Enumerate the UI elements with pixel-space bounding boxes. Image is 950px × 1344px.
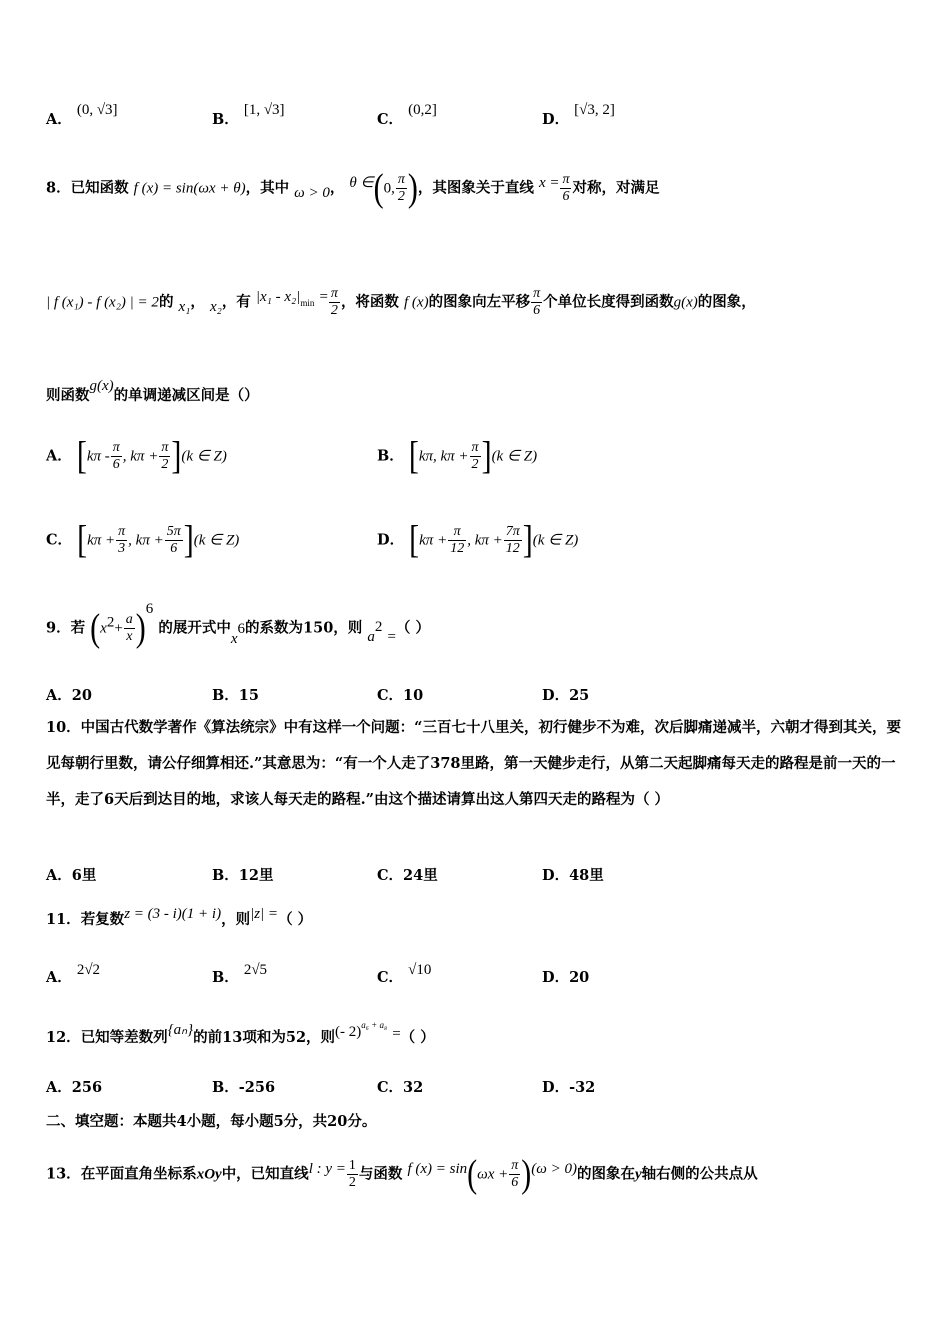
option-math: (k ∈ Z) bbox=[181, 448, 227, 465]
q11-text: 若复数 bbox=[80, 911, 125, 928]
q8-text: 已知函数 bbox=[70, 179, 129, 197]
q8-axis-frac bbox=[560, 172, 571, 205]
frac-num: π bbox=[533, 286, 541, 301]
option-math: kπ - bbox=[86, 448, 110, 465]
option-label: D． bbox=[377, 531, 405, 549]
option-text: 12里 bbox=[238, 867, 274, 884]
q10-option-c bbox=[377, 864, 438, 885]
q8-theta: θ ∈ bbox=[349, 174, 374, 191]
q12-option-d bbox=[542, 1076, 595, 1097]
q9-text: 的展开式中 bbox=[158, 619, 231, 637]
question-number: 8． bbox=[46, 179, 71, 197]
q13-text: 轴右侧的公共点从 bbox=[641, 1165, 758, 1183]
option-text: 15 bbox=[238, 687, 259, 704]
q12-exp: a₆ + a₈ bbox=[361, 1020, 388, 1031]
paren-left: ( bbox=[467, 1152, 478, 1196]
q8-axis: x = bbox=[538, 174, 560, 191]
question-number: 11． bbox=[46, 911, 81, 928]
q8-text: 则函数 bbox=[46, 387, 90, 404]
q8-theta-frac bbox=[396, 172, 407, 205]
q13-text: 中，已知直线 bbox=[221, 1165, 309, 1183]
q12-option-b bbox=[212, 1076, 275, 1097]
q7-option-a bbox=[46, 102, 118, 129]
option-math: [√3, 2] bbox=[574, 102, 615, 118]
q8-line-2 bbox=[46, 286, 756, 319]
frac-num: π bbox=[448, 524, 466, 541]
option-frac bbox=[165, 524, 183, 557]
q8-line-3 bbox=[46, 378, 259, 405]
frac-den: 3 bbox=[118, 541, 126, 556]
q12-sequence: {aₙ} bbox=[167, 1022, 194, 1038]
frac-num: π bbox=[118, 524, 126, 539]
option-math: (k ∈ Z) bbox=[193, 532, 240, 549]
q7-option-c bbox=[377, 102, 437, 129]
option-math: (k ∈ Z) bbox=[532, 532, 579, 549]
option-text: 20 bbox=[569, 969, 590, 986]
q9-text: 的系数为150，则 bbox=[245, 619, 363, 637]
frac-den: 2 bbox=[397, 189, 405, 204]
frac-num: π bbox=[562, 172, 570, 187]
q12-option-a bbox=[46, 1076, 102, 1097]
q10-stem: 10．中国古代数学著作《算法统宗》中有这样一个问题：“三百七十八里关，初行健步不为难，次后脚痛递减半，六朝才得到其关，要见每朝行里数，请公仔细算相还.”其意思为：“有一个人走了378里路，第一天健步走行，从第二天起脚痛每天走的路程是前一天的一半，走了6天后到达目的地，求该人每天走的路程.”由这个描述请算出这人第四天走的路程为（ ） bbox=[46, 719, 902, 808]
option-math: 2√5 bbox=[243, 962, 268, 978]
option-frac bbox=[504, 524, 522, 557]
frac-den: 6 bbox=[170, 541, 178, 556]
q10-option-d bbox=[542, 864, 604, 885]
option-label: B． bbox=[377, 447, 404, 465]
q8-function: f (x) = sin(ωx + θ) bbox=[133, 180, 246, 197]
q9-option-d bbox=[542, 684, 589, 705]
bracket-left: [ bbox=[408, 434, 419, 478]
q8-shift-frac bbox=[531, 286, 542, 319]
option-label: A． bbox=[46, 447, 72, 465]
option-label: D． bbox=[542, 111, 570, 128]
q8-x2: x₂ bbox=[209, 298, 222, 315]
q8-gx: g(x) bbox=[89, 378, 114, 394]
frac-den: 6 bbox=[533, 303, 541, 318]
frac-num: π bbox=[161, 440, 169, 455]
q13-text: 与函数 bbox=[358, 1165, 403, 1183]
option-label: C． bbox=[377, 1079, 404, 1096]
option-label: A． bbox=[46, 969, 72, 986]
option-text: 256 bbox=[71, 1079, 103, 1096]
q8-min-abs: |x₁ - x₂| bbox=[255, 288, 301, 305]
q8-option-c bbox=[46, 518, 240, 562]
q9-exp: 6 bbox=[145, 600, 154, 617]
bracket-right: ] bbox=[522, 518, 533, 562]
option-frac bbox=[470, 440, 481, 473]
option-label: C． bbox=[377, 111, 404, 128]
q12-option-c bbox=[377, 1076, 423, 1097]
option-text: -256 bbox=[238, 1079, 276, 1096]
q13-cond: (ω > 0) bbox=[531, 1160, 577, 1177]
q12-stem bbox=[46, 1020, 435, 1047]
frac-den: 12 bbox=[450, 541, 465, 556]
option-label: D． bbox=[542, 1079, 570, 1096]
q8-text: 的单调递减区间是（） bbox=[113, 387, 259, 404]
q8-option-b bbox=[377, 434, 538, 478]
q11-option-a bbox=[46, 962, 101, 987]
q11-text: ，则 bbox=[221, 911, 251, 928]
question-number: 9． bbox=[46, 619, 71, 637]
q13-stem bbox=[46, 1152, 758, 1196]
bracket-left: [ bbox=[409, 518, 420, 562]
q9-x: x bbox=[100, 620, 107, 637]
q11-modulus: |z| = bbox=[250, 906, 279, 922]
q9-a-exp: 2 bbox=[374, 618, 383, 635]
q8-text: ，有 bbox=[221, 293, 251, 311]
paren-left: ( bbox=[373, 166, 384, 210]
q13-function: f (x) = sin bbox=[407, 1160, 468, 1177]
q8-text: 对称，对满足 bbox=[572, 179, 660, 197]
q9-option-a bbox=[46, 684, 92, 705]
q10-option-b bbox=[212, 864, 273, 885]
q13-arg-frac bbox=[509, 1158, 520, 1191]
option-math: kπ + bbox=[87, 532, 116, 549]
q8-text: 的图象， bbox=[697, 293, 756, 311]
option-text: 10 bbox=[403, 687, 424, 704]
q13-line: l : y = bbox=[308, 1160, 346, 1177]
section-title: 二、填空题：本题共4小题，每小题5分，共20分。 bbox=[46, 1113, 377, 1130]
bracket-right: ] bbox=[481, 434, 492, 478]
q8-option-d bbox=[377, 518, 579, 562]
q8-theta-zero: 0, bbox=[383, 180, 395, 197]
bracket-left: [ bbox=[77, 518, 88, 562]
bracket-left: [ bbox=[76, 434, 87, 478]
frac-num: π bbox=[511, 1158, 519, 1173]
q9-x6-exp: 6 bbox=[237, 620, 246, 637]
option-math: kπ, kπ + bbox=[418, 448, 469, 465]
q13-y: y bbox=[635, 1166, 642, 1183]
option-label: D． bbox=[542, 687, 570, 704]
q8-min-sub: min bbox=[300, 298, 315, 309]
option-math: 2√2 bbox=[76, 962, 101, 978]
frac-den: 2 bbox=[161, 457, 169, 472]
option-label: C． bbox=[377, 687, 404, 704]
option-text: 48里 bbox=[569, 867, 604, 884]
q8-eq: = bbox=[319, 288, 328, 305]
q11-text: （ ） bbox=[278, 911, 313, 928]
q8-fx: f (x) bbox=[404, 294, 429, 311]
q10-option-a bbox=[46, 864, 96, 885]
option-label: B． bbox=[212, 867, 239, 884]
q8-option-a bbox=[46, 434, 227, 478]
frac-den: 6 bbox=[511, 1175, 519, 1190]
option-label: B． bbox=[212, 687, 239, 704]
q9-stem bbox=[46, 600, 430, 650]
q8-text: ，将函数 bbox=[340, 293, 399, 311]
paren-right: ) bbox=[135, 606, 146, 650]
question-number: 13． bbox=[46, 1165, 81, 1183]
q9-option-c bbox=[377, 684, 423, 705]
frac-num: π bbox=[330, 286, 338, 301]
q9-x-exp: 2 bbox=[106, 614, 115, 631]
option-label: C． bbox=[46, 531, 73, 549]
q8-text: ，其图象关于直线 bbox=[417, 179, 534, 197]
q11-option-d bbox=[542, 966, 589, 987]
q11-z: z = (3 - i)(1 + i) bbox=[124, 906, 222, 922]
option-frac bbox=[111, 440, 122, 473]
frac-num: π bbox=[397, 172, 405, 187]
option-text: 20 bbox=[71, 687, 92, 704]
q7-option-d bbox=[542, 102, 615, 129]
frac-num: a bbox=[125, 612, 133, 627]
q8-condition: | f (x₁) - f (x₂) | = 2 bbox=[46, 294, 159, 311]
paren-right: ) bbox=[521, 1152, 532, 1196]
q13-arg: ωx + bbox=[477, 1166, 509, 1183]
frac-den: 2 bbox=[348, 1175, 356, 1190]
option-math: kπ + bbox=[419, 532, 448, 549]
option-math: , kπ + bbox=[467, 532, 503, 549]
q9-plus: + bbox=[114, 620, 123, 637]
frac-num: 7π bbox=[505, 524, 520, 539]
q9-frac bbox=[124, 612, 135, 645]
paren-left: ( bbox=[90, 606, 101, 650]
frac-den: 2 bbox=[471, 457, 479, 472]
q8-x1: x₁ bbox=[178, 298, 191, 315]
frac-den: 12 bbox=[505, 541, 520, 556]
q9-option-b bbox=[212, 684, 259, 705]
option-math: √10 bbox=[408, 962, 432, 978]
frac-den: 6 bbox=[112, 457, 120, 472]
q8-text: 的图象向左平移 bbox=[428, 293, 531, 311]
q8-text: ，其中 bbox=[245, 179, 290, 197]
option-label: A． bbox=[46, 867, 72, 884]
frac-num: 5π bbox=[166, 524, 181, 539]
q8-min-frac bbox=[329, 286, 340, 319]
option-label: B． bbox=[212, 111, 239, 128]
frac-den: x bbox=[126, 629, 133, 644]
frac-num: π bbox=[112, 440, 120, 455]
option-label: C． bbox=[377, 867, 404, 884]
frac-den: 6 bbox=[562, 189, 570, 204]
q11-option-c bbox=[377, 962, 432, 987]
option-frac bbox=[116, 524, 127, 557]
option-frac bbox=[159, 440, 170, 473]
q11-stem bbox=[46, 908, 312, 929]
q13-xoy: xOy bbox=[196, 1166, 222, 1183]
q9-eq: = bbox=[387, 628, 396, 645]
q13-text: 在平面直角坐标系 bbox=[80, 1165, 197, 1183]
q7-option-b bbox=[212, 102, 285, 129]
option-text: 24里 bbox=[403, 867, 438, 884]
option-math: (k ∈ Z) bbox=[491, 448, 538, 465]
option-label: D． bbox=[542, 969, 570, 986]
option-frac bbox=[448, 524, 466, 557]
q12-text: 已知等差数列 bbox=[80, 1029, 168, 1046]
q12-eq: = bbox=[392, 1026, 401, 1042]
q8-text: 的 bbox=[158, 293, 174, 311]
option-label: B． bbox=[212, 1079, 239, 1096]
q12-base: (- 2) bbox=[335, 1024, 362, 1040]
q11-option-b bbox=[212, 962, 268, 987]
option-text: 32 bbox=[403, 1079, 424, 1096]
frac-num: 1 bbox=[348, 1158, 356, 1173]
q8-omega: ω > 0 bbox=[294, 184, 330, 201]
q8-text: 个单位长度得到函数 bbox=[543, 293, 674, 311]
option-text: 25 bbox=[569, 687, 590, 704]
q8-gx: g(x) bbox=[673, 294, 698, 311]
option-text: 6里 bbox=[71, 867, 97, 884]
frac-den: 2 bbox=[330, 303, 338, 318]
option-label: C． bbox=[377, 969, 404, 986]
bracket-right: ] bbox=[171, 434, 182, 478]
q13-frac bbox=[347, 1158, 358, 1191]
option-label: B． bbox=[212, 969, 239, 986]
option-label: A． bbox=[46, 1079, 72, 1096]
q8-text: ， bbox=[190, 293, 205, 311]
q13-text: 的图象在 bbox=[577, 1165, 635, 1183]
option-text: -32 bbox=[569, 1079, 596, 1096]
bracket-right: ] bbox=[183, 518, 194, 562]
frac-num: π bbox=[471, 440, 479, 455]
q8-line-1 bbox=[46, 166, 660, 210]
paren-right: ) bbox=[407, 166, 418, 210]
option-math: (0,2] bbox=[408, 102, 437, 118]
question-number: 12． bbox=[46, 1029, 81, 1046]
q8-text: ， bbox=[329, 179, 345, 197]
q9-a: a bbox=[367, 628, 375, 645]
option-math: , kπ + bbox=[122, 448, 159, 465]
q12-text: （ ） bbox=[400, 1029, 435, 1046]
q9-x6: x bbox=[230, 630, 238, 647]
option-label: A． bbox=[46, 111, 72, 128]
option-label: A． bbox=[46, 687, 72, 704]
option-math: (0, √3] bbox=[76, 102, 118, 118]
q9-text: 若 bbox=[70, 619, 86, 637]
q9-text: （ ） bbox=[395, 619, 430, 637]
q12-text: 的前13项和为52，则 bbox=[193, 1029, 336, 1046]
option-math: , kπ + bbox=[128, 532, 164, 549]
option-label: D． bbox=[542, 867, 570, 884]
option-math: [1, √3] bbox=[243, 102, 285, 118]
